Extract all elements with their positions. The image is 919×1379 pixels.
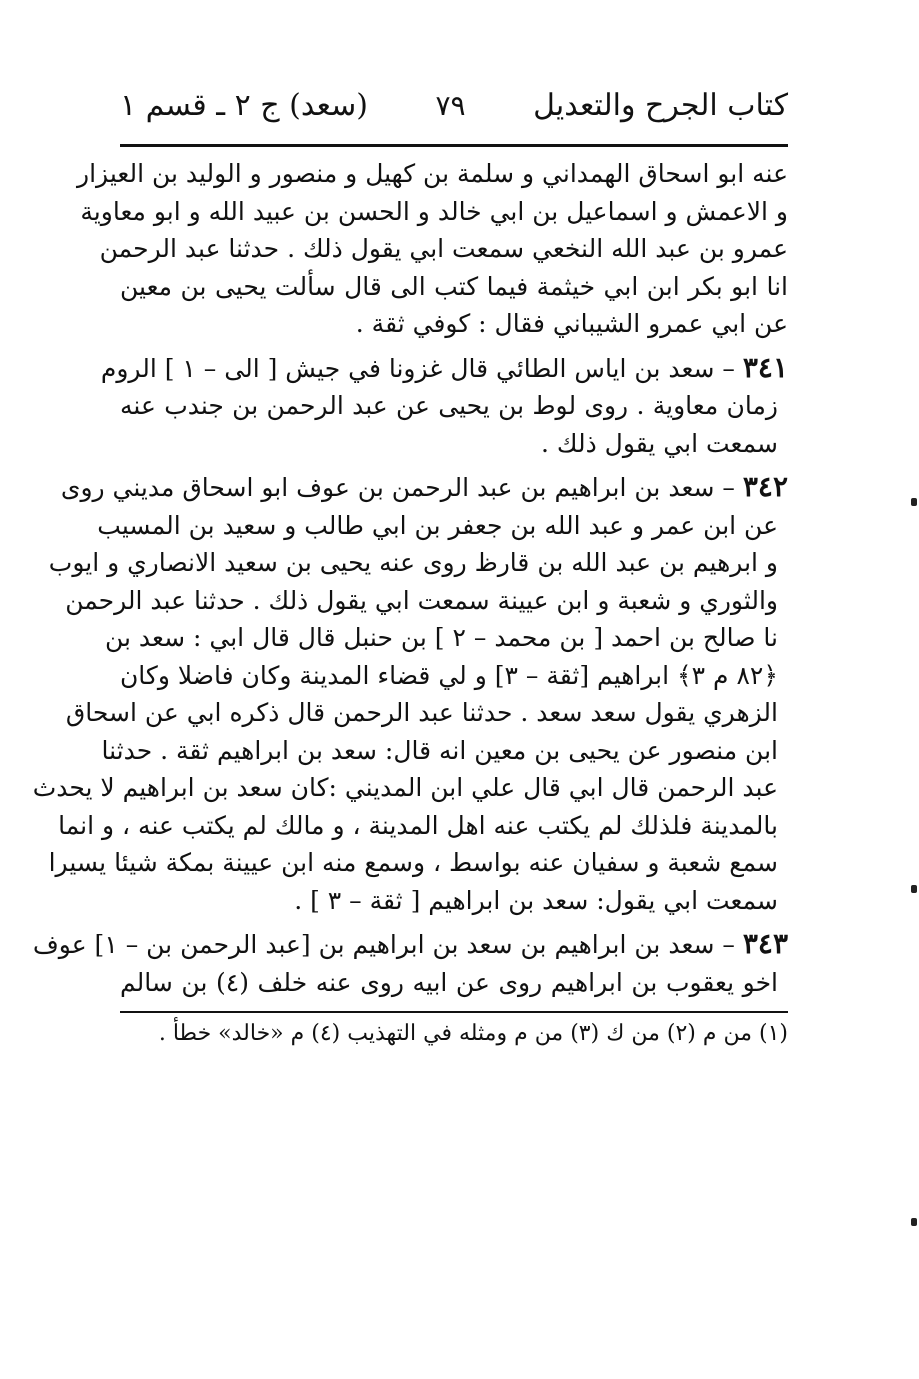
text-line: سمع شعبة و سفيان عنه بواسط ، وسمع منه ابن عيينة بمكة شيئا يسيرا (48, 848, 778, 877)
scan-speck (911, 885, 917, 893)
text-line: و ابرهيم بن عبد الله بن قارظ روى عنه يحيى بن سعيد الانصاري و ايوب (48, 548, 778, 577)
section-label: (سعد) ج ٢ ـ قسم ١ (120, 88, 368, 123)
entry-343 (32, 925, 788, 1001)
scan-speck (911, 498, 917, 506)
footnote-rule (120, 1011, 788, 1013)
text-line: زمان معاوية . روى لوط بن يحيى عن عبد الرحمن بن جندب عنه (120, 391, 778, 420)
entry-342 (32, 468, 788, 919)
text-line: سمعت ابي يقول: سعد بن ابراهيم [ ثقة – ٣ ] . (294, 885, 778, 915)
entry-number: ٣٤٢ (742, 470, 788, 503)
text-line: نا صالح بن احمد [ بن محمد – ٢ ] بن حنبل قال قال ابي : سعد بن (105, 623, 778, 652)
intro-paragraph (77, 155, 788, 343)
text-line: انا ابو بكر ابن ابي خيثمة فيما كتب الى قال سألت يحيى بن معين (120, 271, 788, 301)
entry-number: ٣٤١ (742, 350, 788, 384)
text-line: اخو يعقوب بن ابراهيم روى عن ابيه روى عنه خلف (٤) بن سالم (120, 967, 778, 997)
book-page (32, 88, 788, 1046)
text-line: الزهري يقول سعد سعد . حدثنا عبد الرحمن قال ذكره ابي عن اسحاق (65, 698, 778, 727)
text-line: – سعد بن اياس الطائي قال غزونا في جيش [ الى – ١ ] الروم (100, 353, 735, 383)
text-line: – سعد بن ابراهيم بن عبد الرحمن بن عوف ابو اسحاق مديني روى (60, 473, 735, 502)
text-line: سمعت ابي يقول ذلك . (541, 428, 778, 458)
text-line: بالمدينة فلذلك لم يكتب عنه اهل المدينة ، و مالك لم يكتب عنه ، و انما (58, 810, 778, 840)
book-title: كتاب الجرح والتعديل (533, 88, 788, 123)
main-text (32, 155, 788, 1001)
text-line: عنه ابو اسحاق الهمداني و سلمة بن كهيل و منصور و الوليد بن العيزار (77, 159, 788, 188)
entry-341 (100, 349, 788, 463)
text-line: ﴿٨٢ م ٣﴾ ابراهيم [ثقة – ٣] و لي قضاء المدينة وكان فاضلا وكان (119, 660, 778, 690)
entry-number: ٣٤٣ (742, 927, 788, 960)
footnote: (١) من م (٢) من ك (٣) من م ومثله في التهذيب (٤) م «خالد» خطأ . (158, 1021, 788, 1046)
text-line: عبد الرحمن قال ابي قال علي ابن المديني :كان سعد بن ابراهيم لا يحدث (32, 773, 778, 802)
text-line: عن ابن عمر و عبد الله بن جعفر بن ابي طالب و سعيد بن المسيب (97, 510, 778, 540)
text-line: عمرو بن عبد الله النخعي سمعت ابي يقول ذلك . حدثنا عبد الرحمن (99, 234, 788, 263)
text-line: و الاعمش و اسماعيل بن ابي خالد و الحسن بن عبيد الله و ابو معاوية (80, 196, 788, 226)
text-line: عن ابي عمرو الشيباني فقال : كوفي ثقة . (355, 309, 788, 338)
page-number: ٧٩ (435, 89, 466, 122)
text-line: ابن منصور عن يحيى بن معين انه قال: سعد بن ابراهيم ثقة . حدثنا (101, 735, 778, 765)
header-rule (120, 144, 788, 147)
running-header (120, 88, 788, 144)
text-line: والثوري و شعبة و ابن عيينة سمعت ابي يقول ذلك . حدثنا عبد الرحمن (65, 585, 778, 615)
text-line: – سعد بن ابراهيم بن سعد بن ابراهيم بن [عبد الرحمن بن – ١] عوف (32, 930, 735, 959)
scan-speck (911, 1218, 917, 1226)
